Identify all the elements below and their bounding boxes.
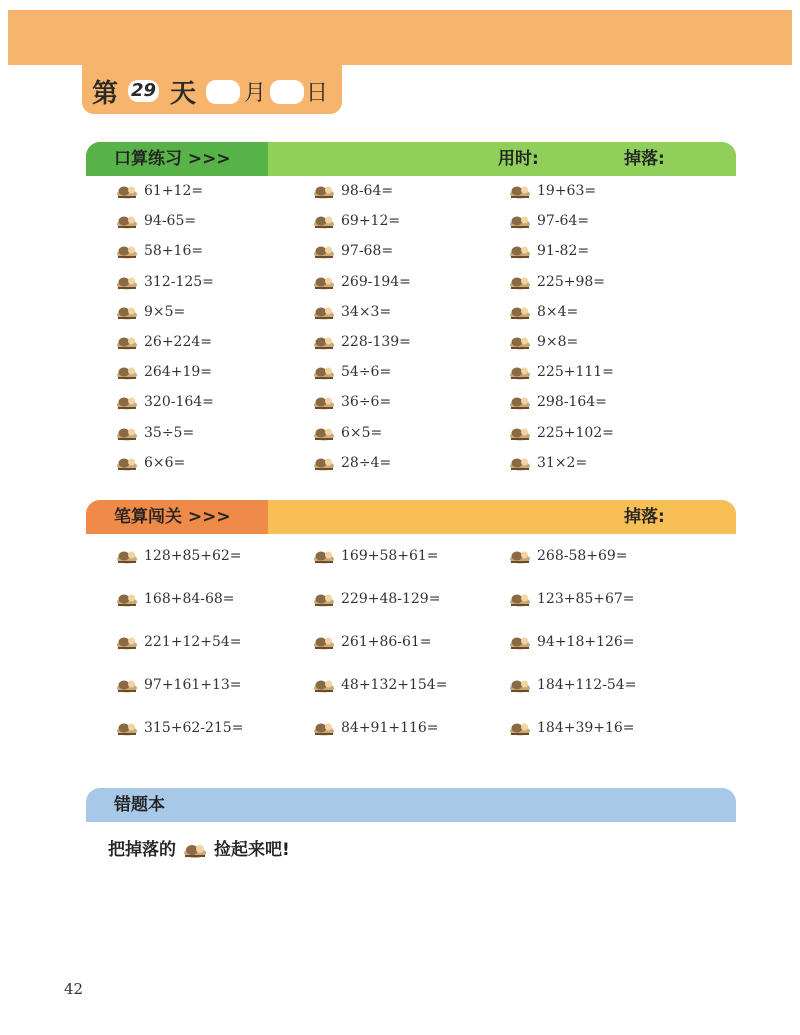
written-problem-text: 169+58+61= — [341, 548, 439, 564]
oral-problem — [116, 452, 185, 474]
written-problem — [509, 674, 636, 696]
oral-problem — [313, 210, 400, 232]
oral-problem — [116, 301, 185, 323]
oral-problem-text: 225+102= — [537, 424, 614, 441]
oral-problem-text: 34×3= — [341, 303, 392, 320]
oral-problem — [509, 361, 614, 383]
scale-icon[interactable] — [116, 304, 138, 320]
oral-problem-text: 31×2= — [537, 454, 588, 471]
day-prefix: 第 — [92, 79, 119, 109]
oral-problem — [116, 180, 203, 202]
oral-problem — [509, 240, 589, 262]
scale-icon[interactable] — [509, 213, 531, 229]
day-char: 天 — [170, 79, 197, 109]
written-problem-text: 128+85+62= — [144, 548, 242, 564]
scale-icon[interactable] — [509, 677, 531, 693]
written-problem — [116, 674, 242, 696]
scale-icon[interactable] — [116, 213, 138, 229]
written-problem-text: 268-58+69= — [537, 548, 628, 564]
oral-problem-text: 320-164= — [144, 394, 214, 411]
oral-problem-text: 225+111= — [537, 364, 614, 381]
written-problem-text: 221+12+54= — [144, 634, 242, 650]
scale-icon[interactable] — [116, 455, 138, 471]
oral-problem — [509, 180, 596, 202]
scale-icon[interactable] — [116, 183, 138, 199]
oral-problem-text: 312-125= — [144, 273, 214, 290]
oral-problem — [313, 422, 382, 444]
scale-icon[interactable] — [313, 720, 335, 736]
scale-icon[interactable] — [509, 591, 531, 607]
scale-icon[interactable] — [509, 425, 531, 441]
oral-problem-text: 8×4= — [537, 303, 579, 320]
scale-icon[interactable] — [313, 183, 335, 199]
written-calc-title: 笔算闯关 >>> — [86, 500, 268, 534]
written-problem — [116, 588, 235, 610]
oral-problem — [116, 271, 214, 293]
oral-problem-text: 225+98= — [537, 273, 605, 290]
scale-icon[interactable] — [116, 334, 138, 350]
written-problem-text: 48+132+154= — [341, 677, 448, 693]
scale-icon[interactable] — [116, 548, 138, 564]
oral-problem-text: 36÷6= — [341, 394, 392, 411]
written-problem-text: 123+85+67= — [537, 591, 635, 607]
written-problem — [509, 631, 635, 653]
scale-icon[interactable] — [313, 304, 335, 320]
written-calc-header — [86, 500, 736, 534]
oral-problem-text: 54÷6= — [341, 364, 392, 381]
oral-problem — [313, 301, 391, 323]
scale-icon[interactable] — [116, 677, 138, 693]
written-problem-text: 229+48-129= — [341, 591, 441, 607]
oral-problem — [509, 301, 578, 323]
oral-problem — [116, 391, 214, 413]
oral-problem — [313, 452, 391, 474]
day-number: 29 — [128, 80, 159, 102]
day-header — [82, 62, 342, 114]
scale-icon[interactable] — [313, 425, 335, 441]
oral-problem-text: 61+12= — [144, 183, 204, 199]
written-problem-text: 84+91+116= — [341, 720, 439, 736]
oral-problem-text: 97-64= — [537, 213, 590, 230]
scale-icon[interactable] — [509, 183, 531, 199]
scale-icon[interactable] — [509, 720, 531, 736]
month-label: 月 — [244, 81, 267, 106]
oral-problem-text: 35÷5= — [144, 424, 195, 441]
oral-problem — [116, 210, 196, 232]
scale-icon[interactable] — [509, 243, 531, 259]
written-problem — [313, 674, 447, 696]
mistake-prompt — [108, 835, 290, 860]
scale-icon[interactable] — [313, 394, 335, 410]
written-problem — [116, 717, 243, 739]
oral-problem — [313, 361, 391, 383]
scale-icon[interactable] — [313, 243, 335, 259]
oral-practice-header — [86, 142, 736, 176]
top-banner — [8, 10, 792, 65]
scale-icon[interactable] — [313, 364, 335, 380]
oral-problem — [313, 240, 393, 262]
scale-icon[interactable] — [116, 720, 138, 736]
oral-problem-text: 9×8= — [537, 334, 579, 350]
date-label: 日 — [306, 81, 329, 106]
oral-practice-grid — [116, 180, 736, 480]
written-problem — [509, 717, 635, 739]
written-problem-text: 97+161+13= — [144, 677, 242, 693]
written-problem — [313, 588, 440, 610]
mistake-book-title: 错题本 — [114, 795, 165, 815]
time-label: 用时: — [498, 149, 539, 169]
scale-icon[interactable] — [509, 634, 531, 650]
oral-problem — [313, 180, 393, 202]
written-problem — [116, 545, 242, 567]
written-problem-text: 184+112-54= — [537, 677, 637, 693]
oral-problem — [313, 331, 411, 353]
oral-problem-text: 69+12= — [341, 213, 401, 230]
scale-icon[interactable] — [116, 394, 138, 410]
scale-icon[interactable] — [116, 591, 138, 607]
oral-problem-text: 269-194= — [341, 273, 411, 290]
scale-icon[interactable] — [509, 394, 531, 410]
written-problem-text: 315+62-215= — [144, 720, 244, 736]
scale-icon[interactable] — [116, 634, 138, 650]
oral-problem-text: 19+63= — [537, 183, 597, 199]
dropped-label-2: 掉落: — [624, 507, 665, 527]
written-problem-text: 261+86-61= — [341, 634, 432, 650]
written-problem — [509, 545, 628, 567]
oral-problem-text: 97-68= — [341, 243, 394, 260]
written-problem-text: 184+39+16= — [537, 720, 635, 736]
oral-problem-text: 9×5= — [144, 303, 186, 320]
written-calc-grid — [116, 545, 736, 755]
scale-icon[interactable] — [116, 274, 138, 290]
written-problem-text: 168+84-68= — [144, 591, 235, 607]
scale-icon[interactable] — [313, 334, 335, 350]
written-problem — [509, 588, 635, 610]
scale-icon[interactable] — [313, 213, 335, 229]
oral-problem — [116, 331, 212, 353]
oral-problem — [509, 271, 605, 293]
date-blank[interactable] — [270, 80, 304, 104]
scale-icon[interactable] — [313, 591, 335, 607]
written-problem — [313, 631, 432, 653]
scale-icon[interactable] — [509, 304, 531, 320]
oral-problem-text: 6×6= — [144, 454, 186, 471]
written-problem-text: 94+18+126= — [537, 634, 635, 650]
scale-icon[interactable] — [313, 274, 335, 290]
scale-icon[interactable] — [116, 243, 138, 259]
page-number: 42 — [64, 980, 84, 998]
oral-problem-text: 28÷4= — [341, 454, 392, 471]
written-problem — [313, 545, 439, 567]
written-problem — [116, 631, 242, 653]
scale-icon[interactable] — [116, 364, 138, 380]
scale-icon[interactable] — [509, 274, 531, 290]
oral-problem-text: 298-164= — [537, 394, 607, 411]
scale-icon[interactable] — [509, 455, 531, 471]
oral-problem — [313, 271, 411, 293]
oral-problem — [509, 422, 614, 444]
oral-problem — [116, 361, 212, 383]
scale-icon[interactable] — [509, 548, 531, 564]
scale-icon — [182, 841, 208, 859]
month-blank[interactable] — [206, 80, 240, 104]
oral-problem — [116, 422, 194, 444]
scale-icon[interactable] — [116, 425, 138, 441]
oral-problem-text: 228-139= — [341, 334, 411, 350]
scale-icon[interactable] — [313, 677, 335, 693]
scale-icon[interactable] — [313, 634, 335, 650]
oral-problem — [313, 391, 391, 413]
oral-problem-text: 58+16= — [144, 243, 204, 260]
oral-problem-text: 264+19= — [144, 364, 212, 381]
dropped-label-1: 掉落: — [624, 149, 665, 169]
oral-practice-title: 口算练习 >>> — [86, 142, 268, 176]
prompt-before: 把掉落的 — [108, 840, 176, 860]
scale-icon[interactable] — [313, 455, 335, 471]
written-problem — [313, 717, 439, 739]
oral-problem-text: 91-82= — [537, 243, 590, 260]
oral-problem — [509, 210, 589, 232]
prompt-after: 捡起来吧! — [214, 840, 290, 860]
mistake-book-header — [86, 788, 736, 822]
oral-problem — [116, 240, 203, 262]
scale-icon[interactable] — [509, 334, 531, 350]
oral-problem-text: 94-65= — [144, 213, 197, 230]
scale-icon[interactable] — [509, 364, 531, 380]
oral-problem-text: 98-64= — [341, 183, 394, 199]
oral-problem — [509, 391, 607, 413]
oral-problem — [509, 452, 587, 474]
scale-icon[interactable] — [313, 548, 335, 564]
oral-problem — [509, 331, 578, 353]
oral-problem-text: 26+224= — [144, 334, 212, 350]
oral-problem-text: 6×5= — [341, 424, 383, 441]
